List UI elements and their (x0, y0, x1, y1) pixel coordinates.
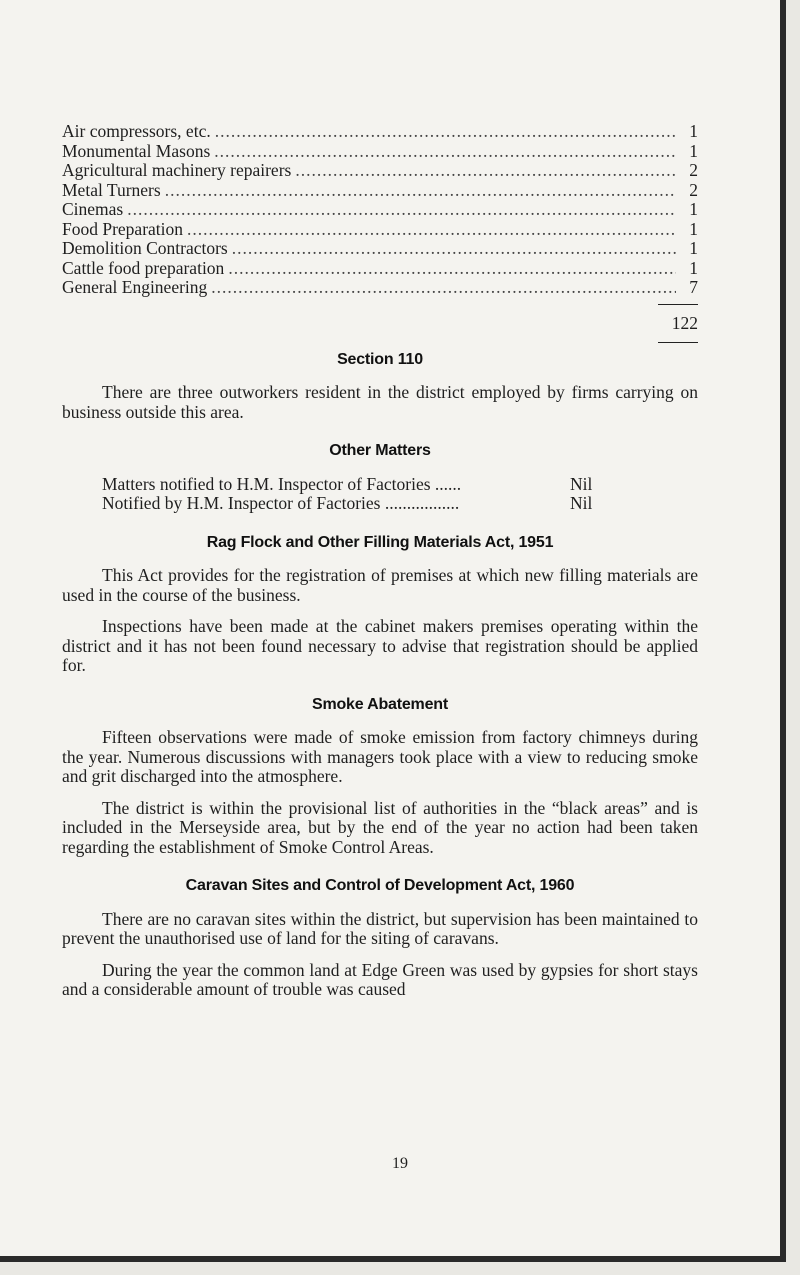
tally-row (62, 278, 698, 298)
section-110-text: There are three outworkers resident in the district employed by firms carrying on business outside this area. (62, 382, 698, 422)
tally-total: 122 (671, 312, 698, 333)
dot-leader (232, 239, 676, 259)
caravan-sites-heading: Caravan Sites and Control of Development Act, 1960 (185, 877, 575, 894)
tally-value: 1 (689, 238, 698, 258)
other-matters-heading: Other Matters (329, 442, 431, 459)
total-rule-top (658, 304, 698, 305)
page-content (62, 122, 698, 1000)
tally-value: 1 (689, 199, 698, 219)
tally-row (62, 239, 698, 259)
tally-row (62, 142, 698, 162)
tally-value: 1 (689, 257, 698, 278)
tally-row (62, 220, 698, 240)
rag-flock-paragraph-2: Inspections have been made at the cabinet makers premises operating within the district and it has not been found necessary to advise that registration should be applied for. (62, 616, 698, 675)
tally-row (62, 122, 698, 142)
notify-row (62, 494, 698, 514)
notify-label: Notified by H.M. Inspector of Factories ................. (102, 493, 460, 513)
dot-leader (228, 259, 676, 279)
tally-value: 2 (689, 179, 698, 200)
tally-total-block (62, 298, 698, 346)
tally-label: Cattle food preparation (62, 257, 225, 278)
tally-row (62, 161, 698, 181)
dot-leader (187, 220, 676, 240)
notify-row (62, 475, 698, 495)
smoke-paragraph-2: The district is within the provisional list of authorities in the “black areas” and is included in the Merseyside area, but by the end of the year no action had been taken regarding the establishment of Smoke Control Areas. (62, 797, 698, 857)
dot-leader (165, 181, 676, 201)
page-number: 19 (392, 1155, 408, 1172)
dot-leader (211, 278, 676, 298)
tally-label: Air compressors, etc. (62, 121, 211, 141)
smoke-abatement-heading: Smoke Abatement (311, 695, 448, 713)
tally-label: Demolition Contractors (62, 238, 228, 258)
rag-flock-heading: Rag Flock and Other Filling Materials Act, 1951 (206, 533, 554, 551)
notify-value: Nil (570, 473, 593, 494)
tally-row (62, 181, 698, 201)
dot-leader (127, 200, 676, 220)
dot-leader (214, 142, 676, 162)
tally-label: Agricultural machinery repairers (62, 160, 292, 180)
tally-row (62, 259, 698, 279)
tally-value: 1 (689, 218, 698, 239)
tally-label: Cinemas (62, 199, 124, 219)
total-rule-bottom (658, 342, 698, 343)
tally-value: 1 (689, 140, 698, 161)
tally-label: Food Preparation (62, 218, 184, 239)
tally-list (62, 122, 698, 298)
caravan-paragraph-1: There are no caravan sites within the district, but supervision has been maintained to prevent the unauthorised use of land for the siting of caravans. (62, 908, 698, 948)
smoke-paragraph-1: Fifteen observations were made of smoke emission from factory chimneys during the year. Numerous discussions with managers took place with a view to reducing smoke and grit discharged into the atmosphere. (62, 727, 698, 786)
notify-value: Nil (570, 493, 593, 513)
caravan-paragraph-2: During the year the common land at Edge Green was used by gypsies for short stays and a considerable amount of trouble was caused (62, 959, 698, 999)
tally-label: General Engineering (62, 277, 208, 297)
tally-label: Metal Turners (62, 179, 161, 200)
notify-label: Matters notified to H.M. Inspector of Factories ...... (102, 473, 462, 494)
tally-value: 2 (689, 160, 698, 180)
rag-flock-paragraph-1: This Act provides for the registration of premises at which new filling materials are used in the course of the business. (62, 565, 698, 605)
dot-leader (215, 122, 676, 142)
other-matters-list (62, 475, 698, 514)
tally-value: 1 (689, 121, 698, 141)
section-110-heading: Section 110 (337, 350, 423, 368)
tally-value: 7 (689, 277, 698, 297)
dot-leader (295, 161, 676, 181)
tally-row (62, 200, 698, 220)
tally-label: Monumental Masons (62, 140, 211, 161)
